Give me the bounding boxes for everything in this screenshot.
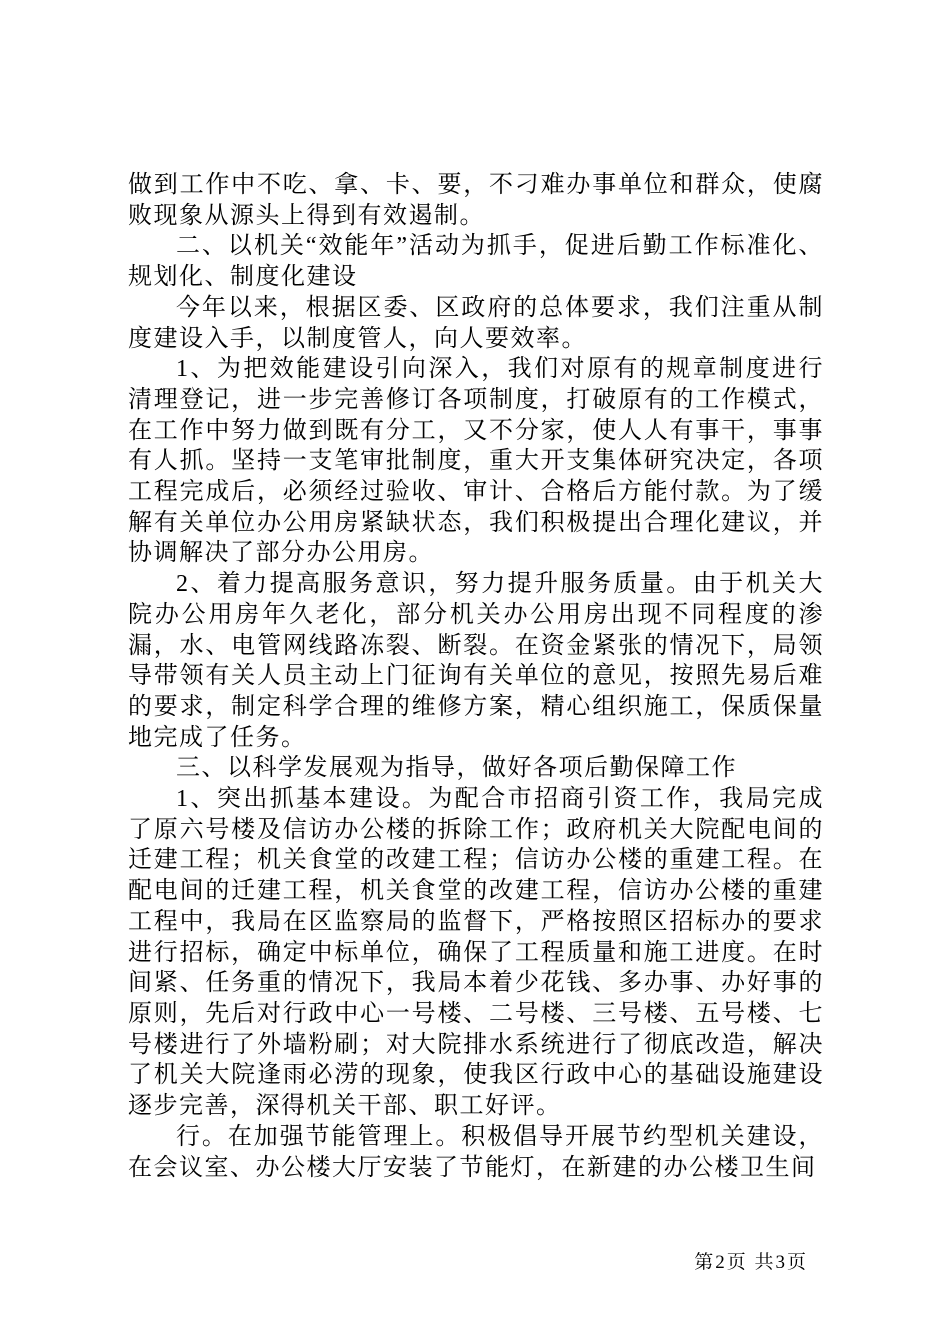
paragraph: 1、为把效能建设引向深入，我们对原有的规章制度进行清理登记，进一步完善修订各项制度，打破原有的工作模式，在工作中努力做到既有分工，又不分家，使人人有事干，事事有人抓。坚持一支笔审批制度，重大开支集体研究决定，各项工程完成后，必须经过验收、审计、合格后方能付款。为了缓解有关单位办公用房紧缺状态，我们积极提出合理化建议，并协调解决了部分办公用房。 [128,356,824,567]
paragraph: 行。在加强节能管理上。积极倡导开展节约型机关建设，在会议室、办公楼大厅安装了节能灯，在新建的办公楼卫生间 [128,1123,824,1181]
paragraph: 二、以机关“效能年”活动为抓手，促进后勤工作标准化、规划化、制度化建设 [128,233,824,291]
paragraph: 三、以科学发展观为指导，做好各项后勤保障工作 [176,755,737,782]
paragraph: 做到工作中不吃、拿、卡、要，不刁难办事单位和群众，使腐败现象从源头上得到有效遏制。 [128,172,824,229]
paragraph: 今年以来，根据区委、区政府的总体要求，我们注重从制度建设入手，以制度管人，向人要效率。 [128,294,824,352]
page-footer [694,1247,808,1274]
document-body [128,170,824,1183]
page-number-label: 第2页 共3页 [694,1252,808,1273]
paragraph: 2、着力提高服务意识，努力提升服务质量。由于机关大院办公用房年久老化，部分机关办公用房出现不同程度的渗漏，水、电管网线路冻裂、断裂。在资金紧张的情况下，局领导带领有关人员主动上门征询有关单位的意见，按照先易后难的要求，制定科学合理的维修方案，精心组织施工，保质保量地完成了任务。 [128,571,824,751]
paragraph: 1、突出抓基本建设。为配合市招商引资工作，我局完成了原六号楼及信访办公楼的拆除工作；政府机关大院配电间的迁建工程；机关食堂的改建工程；信访办公楼的重建工程。在配电间的迁建工程，机关食堂的改建工程，信访办公楼的重建工程中，我局在区监察局的监督下，严格按照区招标办的要求进行招标，确定中标单位，确保了工程质量和施工进度。在时间紧、任务重的情况下，我局本着少花钱、多办事、办好事的原则，先后对行政中心一号楼、二号楼、三号楼、五号楼、七号楼进行了外墙粉刷；对大院排水系统进行了彻底改造，解决了机关大院逢雨必涝的现象，使我区行政中心的基础设施建设逐步完善，深得机关干部、职工好评。 [128,786,824,1120]
